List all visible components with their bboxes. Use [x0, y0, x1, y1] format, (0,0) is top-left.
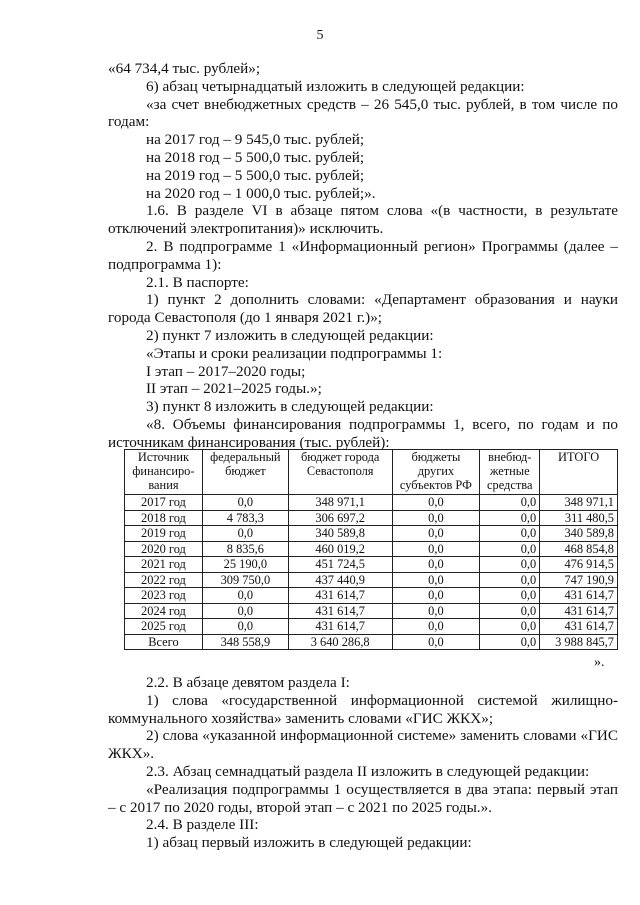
paragraph: 1) абзац первый изложить в следующей редакции:	[146, 834, 472, 852]
column-header: внебюд-жетные средства	[480, 450, 540, 495]
table-cell: 0,0	[202, 603, 288, 619]
table-cell: 0,0	[202, 526, 288, 542]
table-cell: 348 558,9	[202, 634, 288, 650]
row-label-cell: 2020 год	[125, 541, 203, 557]
table-cell: 0,0	[480, 619, 540, 635]
table-cell: 0,0	[480, 588, 540, 604]
paragraph: на 2020 год – 1 000,0 тыс. рублей;».	[146, 184, 376, 202]
row-label-cell: 2022 год	[125, 572, 203, 588]
paragraph: 2) пункт 7 изложить в следующей редакции:	[146, 326, 434, 344]
table-row	[125, 557, 618, 573]
column-header: Источник финансиро-вания	[125, 450, 203, 495]
paragraph: «за счет внебюджетных средств – 26 545,0 тыс. рублей, в том числе по годам:	[108, 95, 618, 131]
table-cell: 476 914,5	[540, 557, 618, 573]
table-cell: 340 589,8	[288, 526, 392, 542]
table-cell: 0,0	[392, 619, 480, 635]
table-cell: 0,0	[480, 495, 540, 511]
table-cell: 3 640 286,8	[288, 634, 392, 650]
table-cell: 0,0	[392, 557, 480, 573]
table-cell: 437 440,9	[288, 572, 392, 588]
financing-table	[124, 449, 618, 650]
table-cell: 0,0	[480, 603, 540, 619]
column-header: бюджет города Севастополя	[288, 450, 392, 495]
paragraph: 1) пункт 2 дополнить словами: «Департамент образования и науки города Севастополя (до 1 января 2021 г.)»;	[108, 291, 618, 327]
table-cell: 340 589,8	[540, 526, 618, 542]
table-cell: 0,0	[480, 526, 540, 542]
table-body	[125, 495, 618, 650]
paragraph: «Реализация подпрограммы 1 осуществляется в два этапа: первый этап – с 2017 по 2020 годы, второй этап – с 2021 по 2025 годы.».	[108, 780, 618, 816]
row-label-cell: 2017 год	[125, 495, 203, 511]
table-cell: 0,0	[392, 634, 480, 650]
text-block-top	[108, 60, 618, 452]
table-row	[125, 495, 618, 511]
table-cell: 0,0	[480, 634, 540, 650]
row-label-cell: 2018 год	[125, 510, 203, 526]
table-cell: 0,0	[392, 603, 480, 619]
table-cell: 747 190,9	[540, 572, 618, 588]
paragraph: на 2017 год – 9 545,0 тыс. рублей;	[146, 131, 365, 149]
table-cell: 0,0	[480, 541, 540, 557]
paragraph: «64 734,4 тыс. рублей»;	[108, 60, 261, 77]
text-block-bottom	[108, 674, 618, 852]
paragraph: 2.1. В паспорте:	[146, 273, 249, 291]
table-cell: 0,0	[392, 572, 480, 588]
table-cell: 0,0	[202, 588, 288, 604]
table-row	[125, 541, 618, 557]
row-label-cell: 2019 год	[125, 526, 203, 542]
table-header-row	[125, 450, 618, 495]
paragraph: 2) слова «указанной информационной системе» заменить словами «ГИС ЖКХ».	[108, 727, 618, 763]
table-cell: 348 971,1	[288, 495, 392, 511]
paragraph: 2.4. В разделе III:	[146, 816, 259, 834]
paragraph: 2.3. Абзац семнадцатый раздела II изложить в следующей редакции:	[146, 762, 590, 780]
table-cell: 311 480,5	[540, 510, 618, 526]
paragraph: 3) пункт 8 изложить в следующей редакции:	[146, 398, 434, 416]
row-label-cell: 2021 год	[125, 557, 203, 573]
table-cell: 0,0	[392, 541, 480, 557]
table-row	[125, 526, 618, 542]
paragraph: I этап – 2017–2020 годы;	[146, 362, 306, 380]
table-cell: 348 971,1	[540, 495, 618, 511]
table-cell: 25 190,0	[202, 557, 288, 573]
paragraph: «8. Объемы финансирования подпрограммы 1, всего, по годам и по источникам финансирования (тыс. рублей):	[108, 415, 618, 451]
paragraph: 2.2. В абзаце девятом раздела I:	[146, 674, 350, 691]
table-row	[125, 634, 618, 650]
table-cell: 0,0	[392, 510, 480, 526]
table-cell: 0,0	[392, 495, 480, 511]
table-cell: 431 614,7	[540, 619, 618, 635]
table-cell: 8 835,6	[202, 541, 288, 557]
row-label-cell: Всего	[125, 634, 203, 650]
paragraph: на 2019 год – 5 500,0 тыс. рублей;	[146, 166, 365, 184]
paragraph: 1.6. В разделе VI в абзаце пятом слова «(в частности, в результате отключений электропитания)» исключить.	[108, 202, 618, 238]
table-cell: 431 614,7	[288, 588, 392, 604]
paragraph: 2. В подпрограмме 1 «Информационный регион» Программы (далее – подпрограмма 1):	[108, 237, 618, 273]
table-row	[125, 510, 618, 526]
table-row	[125, 603, 618, 619]
paragraph: на 2018 год – 5 500,0 тыс. рублей;	[146, 148, 365, 166]
table-row	[125, 619, 618, 635]
table-cell: 431 614,7	[288, 619, 392, 635]
column-header: ИТОГО	[540, 450, 618, 495]
table-cell: 309 750,0	[202, 572, 288, 588]
row-label-cell: 2023 год	[125, 588, 203, 604]
table-cell: 460 019,2	[288, 541, 392, 557]
table-cell: 431 614,7	[288, 603, 392, 619]
column-header: федеральный бюджет	[202, 450, 288, 495]
table-cell: 0,0	[480, 557, 540, 573]
row-label-cell: 2024 год	[125, 603, 203, 619]
table-cell: 0,0	[392, 588, 480, 604]
table-row	[125, 588, 618, 604]
paragraph: «Этапы и сроки реализации подпрограммы 1:	[146, 344, 443, 362]
table-cell: 0,0	[202, 495, 288, 511]
row-label-cell: 2025 год	[125, 619, 203, 635]
table-cell: 431 614,7	[540, 588, 618, 604]
table-cell: 0,0	[480, 510, 540, 526]
table-row	[125, 572, 618, 588]
table-cell: 4 783,3	[202, 510, 288, 526]
table-cell: 431 614,7	[540, 603, 618, 619]
table-cell: 306 697,2	[288, 510, 392, 526]
table-cell: 451 724,5	[288, 557, 392, 573]
table-closing-quote: ».	[594, 655, 605, 670]
table-cell: 0,0	[202, 619, 288, 635]
paragraph: 1) слова «государственной информационной системой жилищно-коммунального хозяйства» заменить словами «ГИС ЖКХ»;	[108, 691, 618, 727]
table-cell: 0,0	[392, 526, 480, 542]
table-cell: 468 854,8	[540, 541, 618, 557]
table-cell: 3 988 845,7	[540, 634, 618, 650]
column-header: бюджеты других субъектов РФ	[392, 450, 480, 495]
table-cell: 0,0	[480, 572, 540, 588]
page-number: 5	[316, 28, 324, 43]
paragraph: 6) абзац четырнадцатый изложить в следующей редакции:	[146, 77, 525, 95]
paragraph: II этап – 2021–2025 годы.»;	[146, 380, 322, 398]
